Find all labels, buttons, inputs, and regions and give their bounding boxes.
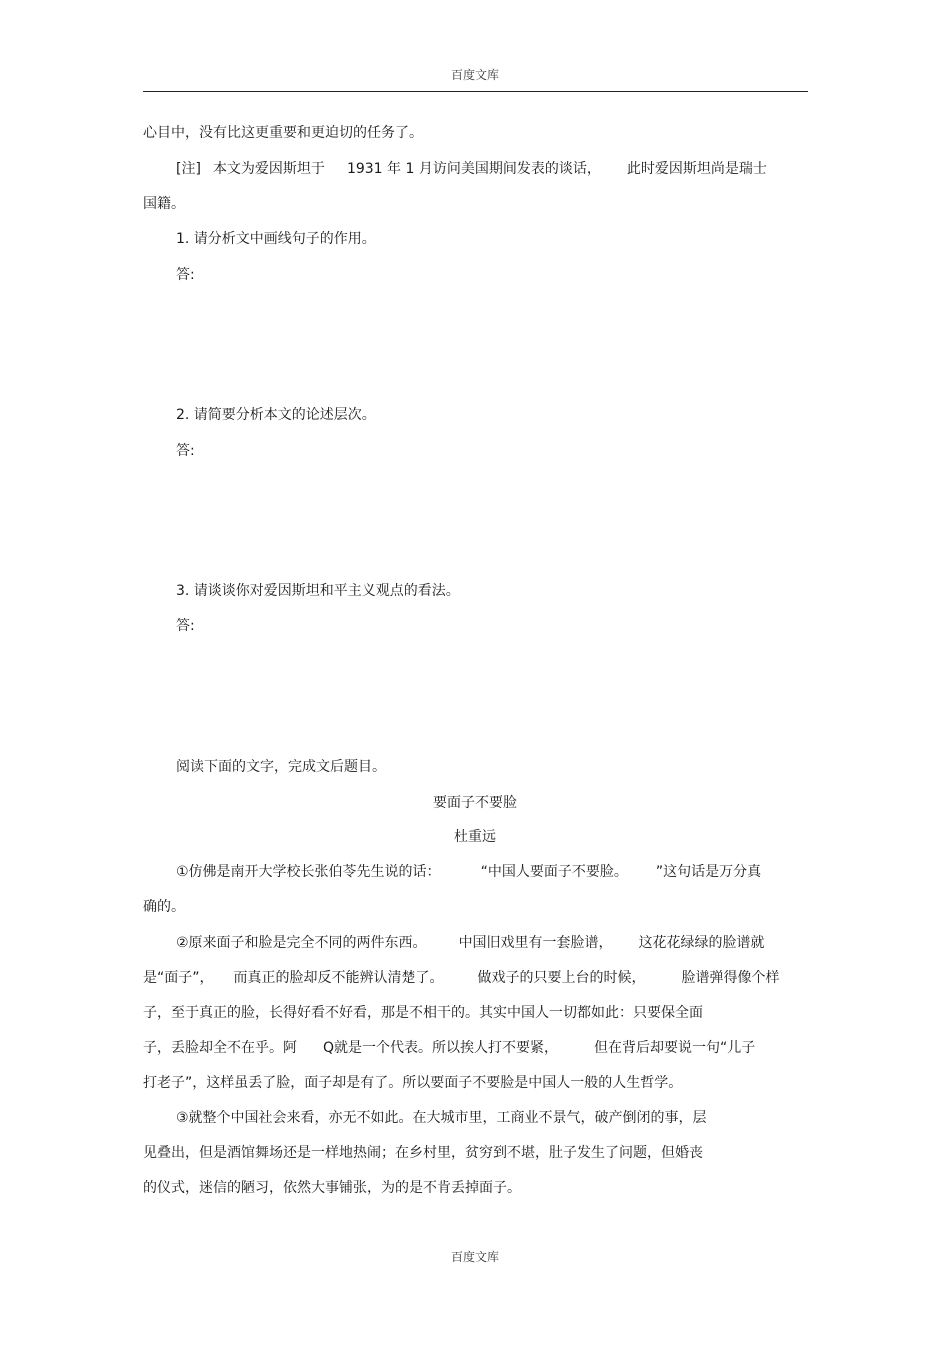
text-run: 脸谱弹得像个样 [681,970,780,986]
question-2: 2. 请简要分析本文的论述层次。 [176,407,376,423]
reading-instruction: 阅读下面的文字，完成文后题目。 [176,759,386,775]
paragraph-line [143,969,780,987]
text-run: 是“面子”， [143,970,214,986]
answer-label: 答: [176,267,195,283]
text-line: 心目中，没有比这更重要和更迫切的任务了。 [143,125,423,141]
paragraph-line [176,934,765,952]
question-1: 1. 请分析文中画线句子的作用。 [176,231,376,247]
paragraph-line: 的仪式，迷信的陋习，依然大事铺张，为的是不肯丢掉面子。 [143,1180,521,1196]
text-run: 这花花绿绿的脸谱就 [638,935,765,951]
paragraph-line: 确的。 [143,899,185,915]
text-run: 做戏子的只要上台的时候， [477,970,646,986]
note-text: 1931 年 1 月访问美国期间发表的谈话， [346,161,601,177]
header-divider [143,91,808,92]
text-run: Q就是一个代表。所以挨人打不要紧， [323,1040,559,1056]
text-run: ②原来面子和脸是完全不同的两件东西。 [176,935,427,951]
note-text: 本文为爱因斯坦于 [212,161,325,177]
article-author: 杜重远 [454,829,496,845]
answer-label: 答: [176,618,195,634]
text-run: 中国旧戏里有一套脸谱， [458,935,613,951]
paragraph-line: 子，至于真正的脸，长得好看不好看，那是不相干的。其实中国人一切都如此：只要保全面 [143,1005,703,1021]
paragraph-line [176,863,761,881]
paragraph-line [143,1039,755,1057]
text-run: 但在背后却要说一句“儿子 [594,1040,756,1056]
text-line: 国籍。 [143,196,185,212]
page-footer: 百度文库 [450,1250,499,1264]
note-tag: [注] [176,161,201,177]
paragraph-line: ③就整个中国社会来看，亦无不如此。在大城市里，工商业不景气，破产倒闭的事，层 [176,1110,707,1126]
text-run: ”这句话是万分真 [655,864,762,880]
question-3: 3. 请谈谈你对爱因斯坦和平主义观点的看法。 [176,583,460,599]
text-run: 而真正的脸却反不能辨认清楚了。 [233,970,444,986]
text-run: 子，丢脸却全不在乎。阿 [143,1040,297,1056]
answer-label: 答: [176,443,195,459]
text-run: ①仿佛是南开大学校长张伯苓先生说的话： [176,864,441,880]
page-header: 百度文库 [450,68,499,82]
paragraph-line: 见叠出，但是酒馆舞场还是一样地热闹；在乡村里，贫穷到不堪，肚子发生了问题，但婚丧 [143,1145,703,1161]
article-title: 要面子不要脸 [433,795,517,811]
text-run: “中国人要面子不要脸。 [480,864,628,880]
note-line [176,160,767,178]
note-text: 此时爱因斯坦尚是瑞士 [626,161,767,177]
paragraph-line: 打老子”，这样虽丢了脸，面子却是有了。所以要面子不要脸是中国人一般的人生哲学。 [143,1075,683,1091]
